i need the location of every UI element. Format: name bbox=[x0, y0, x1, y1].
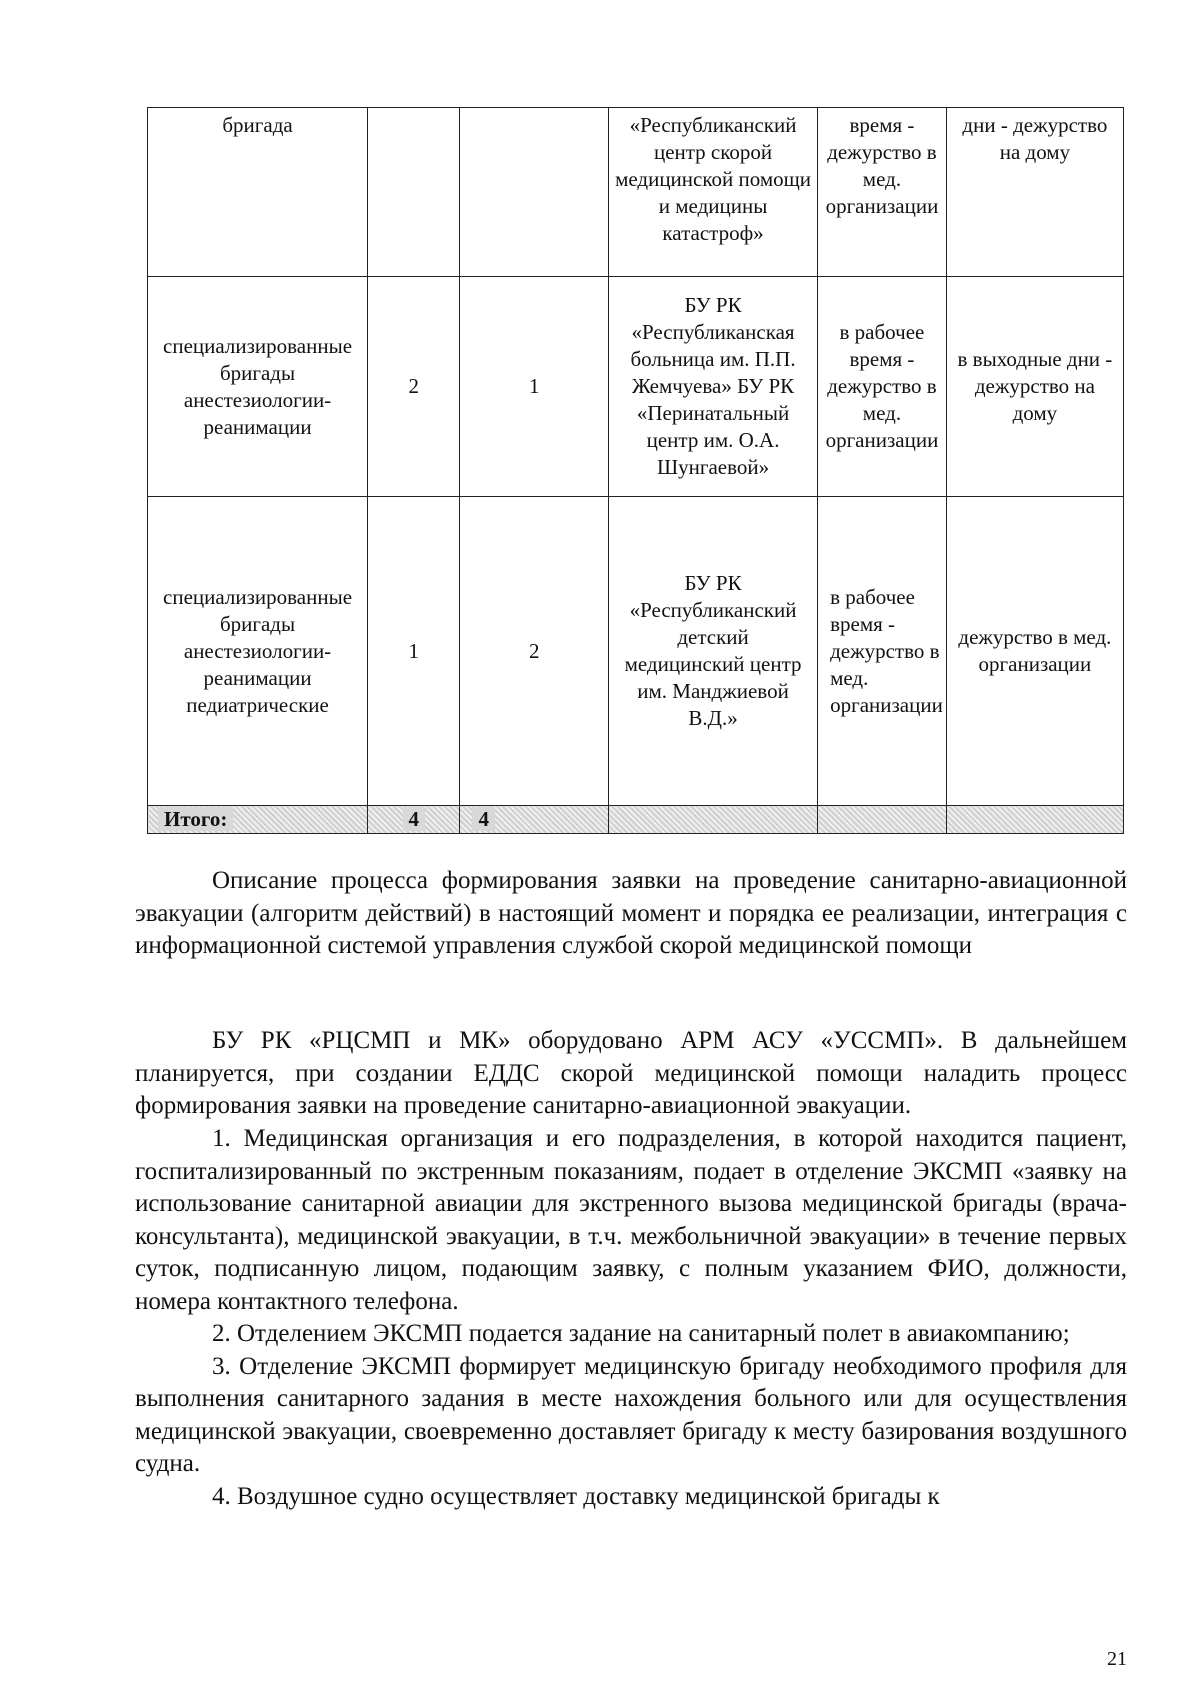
weekend-duty-cell: в выходные дни - дежурство на дому bbox=[946, 277, 1123, 497]
organization-cell: БУ РК «Республиканская больница им. П.П. Жемчуева» БУ РК «Перинатальный центр им. О.А. Шунгаевой» bbox=[609, 277, 818, 497]
count-cell: 1 bbox=[368, 497, 460, 806]
brigades-table bbox=[147, 107, 1124, 834]
count-cell: 2 bbox=[368, 277, 460, 497]
list-item: 1. Медицинская организация и его подразделения, в которой находится пациент, госпитализированный по экстренным показаниям, подает в отделение ЭКСМП «заявку на использование санитарной авиации для экстренного вызова медицинской бригады (врача-консультанта), медицинской эвакуации, в т.ч. межбольничной эвакуации» в течение первых суток, подписанную лицом, подающим заявку, с полным указанием ФИО, должности, номера контактного телефона. bbox=[135, 1125, 1127, 1315]
page-number: 21 bbox=[1107, 1648, 1127, 1670]
weekend-duty-cell: дни - дежурство на дому bbox=[946, 108, 1123, 277]
total-label-cell bbox=[148, 806, 368, 834]
count-cell: 2 bbox=[460, 497, 609, 806]
brigade-type-cell: бригада bbox=[148, 108, 368, 277]
table-row bbox=[148, 277, 1124, 497]
list-item: 4. Воздушное судно осуществляет доставку медицинской бригады к bbox=[212, 1482, 940, 1510]
total-empty-cell bbox=[818, 806, 947, 834]
weekday-duty-cell: время - дежурство в мед. организации bbox=[818, 108, 947, 277]
section-heading bbox=[135, 865, 1127, 963]
count-cell: 1 bbox=[460, 277, 609, 497]
total-empty-cell bbox=[946, 806, 1123, 834]
list-item: 3. Отделение ЭКСМП формирует медицинскую бригаду необходимого профиля для выполнения санитарного задания в месте нахождения больного или для осуществления медицинской эвакуации, своевременно доставляет бригаду к месту базирования воздушного судна. bbox=[135, 1352, 1127, 1477]
total-empty-cell bbox=[609, 806, 818, 834]
count-cell bbox=[368, 108, 460, 277]
weekday-duty-cell: в рабочее время - дежурство в мед. организации bbox=[818, 277, 947, 497]
table-row bbox=[148, 108, 1124, 277]
brigade-type-cell: специализированные бригады анестезиологии-реанимации bbox=[148, 277, 368, 497]
intro-paragraph bbox=[135, 1025, 1127, 1123]
heading-text: Описание процесса формирования заявки на проведение санитарно-авиационной эвакуации (алгоритм действий) в настоящий момент и порядка ее реализации, интеграция с информационной системой управления службой скорой медицинской помощи bbox=[135, 867, 1127, 959]
table-row bbox=[148, 497, 1124, 806]
count-cell bbox=[460, 108, 609, 277]
total-count-cell bbox=[460, 806, 609, 834]
weekend-duty-cell: дежурство в мед. организации bbox=[946, 497, 1123, 806]
list-item: 2. Отделением ЭКСМП подается задание на санитарный полет в авиакомпанию; bbox=[212, 1320, 1070, 1347]
intro-text: БУ РК «РЦСМП и МК» оборудовано АРМ АСУ «УССМП». В дальнейшем планируется, при создании ЕДДС скорой медицинской помощи наладить процесс формирования заявки на проведение санитарно-авиационной эвакуации. bbox=[135, 1027, 1127, 1119]
procedure-list bbox=[135, 1123, 1127, 1513]
total-label: Итого: bbox=[158, 807, 233, 831]
total-count-2: 4 bbox=[472, 807, 495, 831]
brigade-type-cell: специализированные бригады анестезиологии-реанимации педиатрические bbox=[148, 497, 368, 806]
organization-cell: «Республиканский центр скорой медицинской помощи и медицины катастроф» bbox=[609, 108, 818, 277]
weekday-duty-cell: в рабочее время - дежурство в мед. организации bbox=[818, 497, 947, 806]
total-count-1: 4 bbox=[403, 807, 426, 831]
organization-cell: БУ РК «Республиканский детский медицинский центр им. Манджиевой В.Д.» bbox=[609, 497, 818, 806]
total-count-cell bbox=[368, 806, 460, 834]
total-row bbox=[148, 806, 1124, 834]
